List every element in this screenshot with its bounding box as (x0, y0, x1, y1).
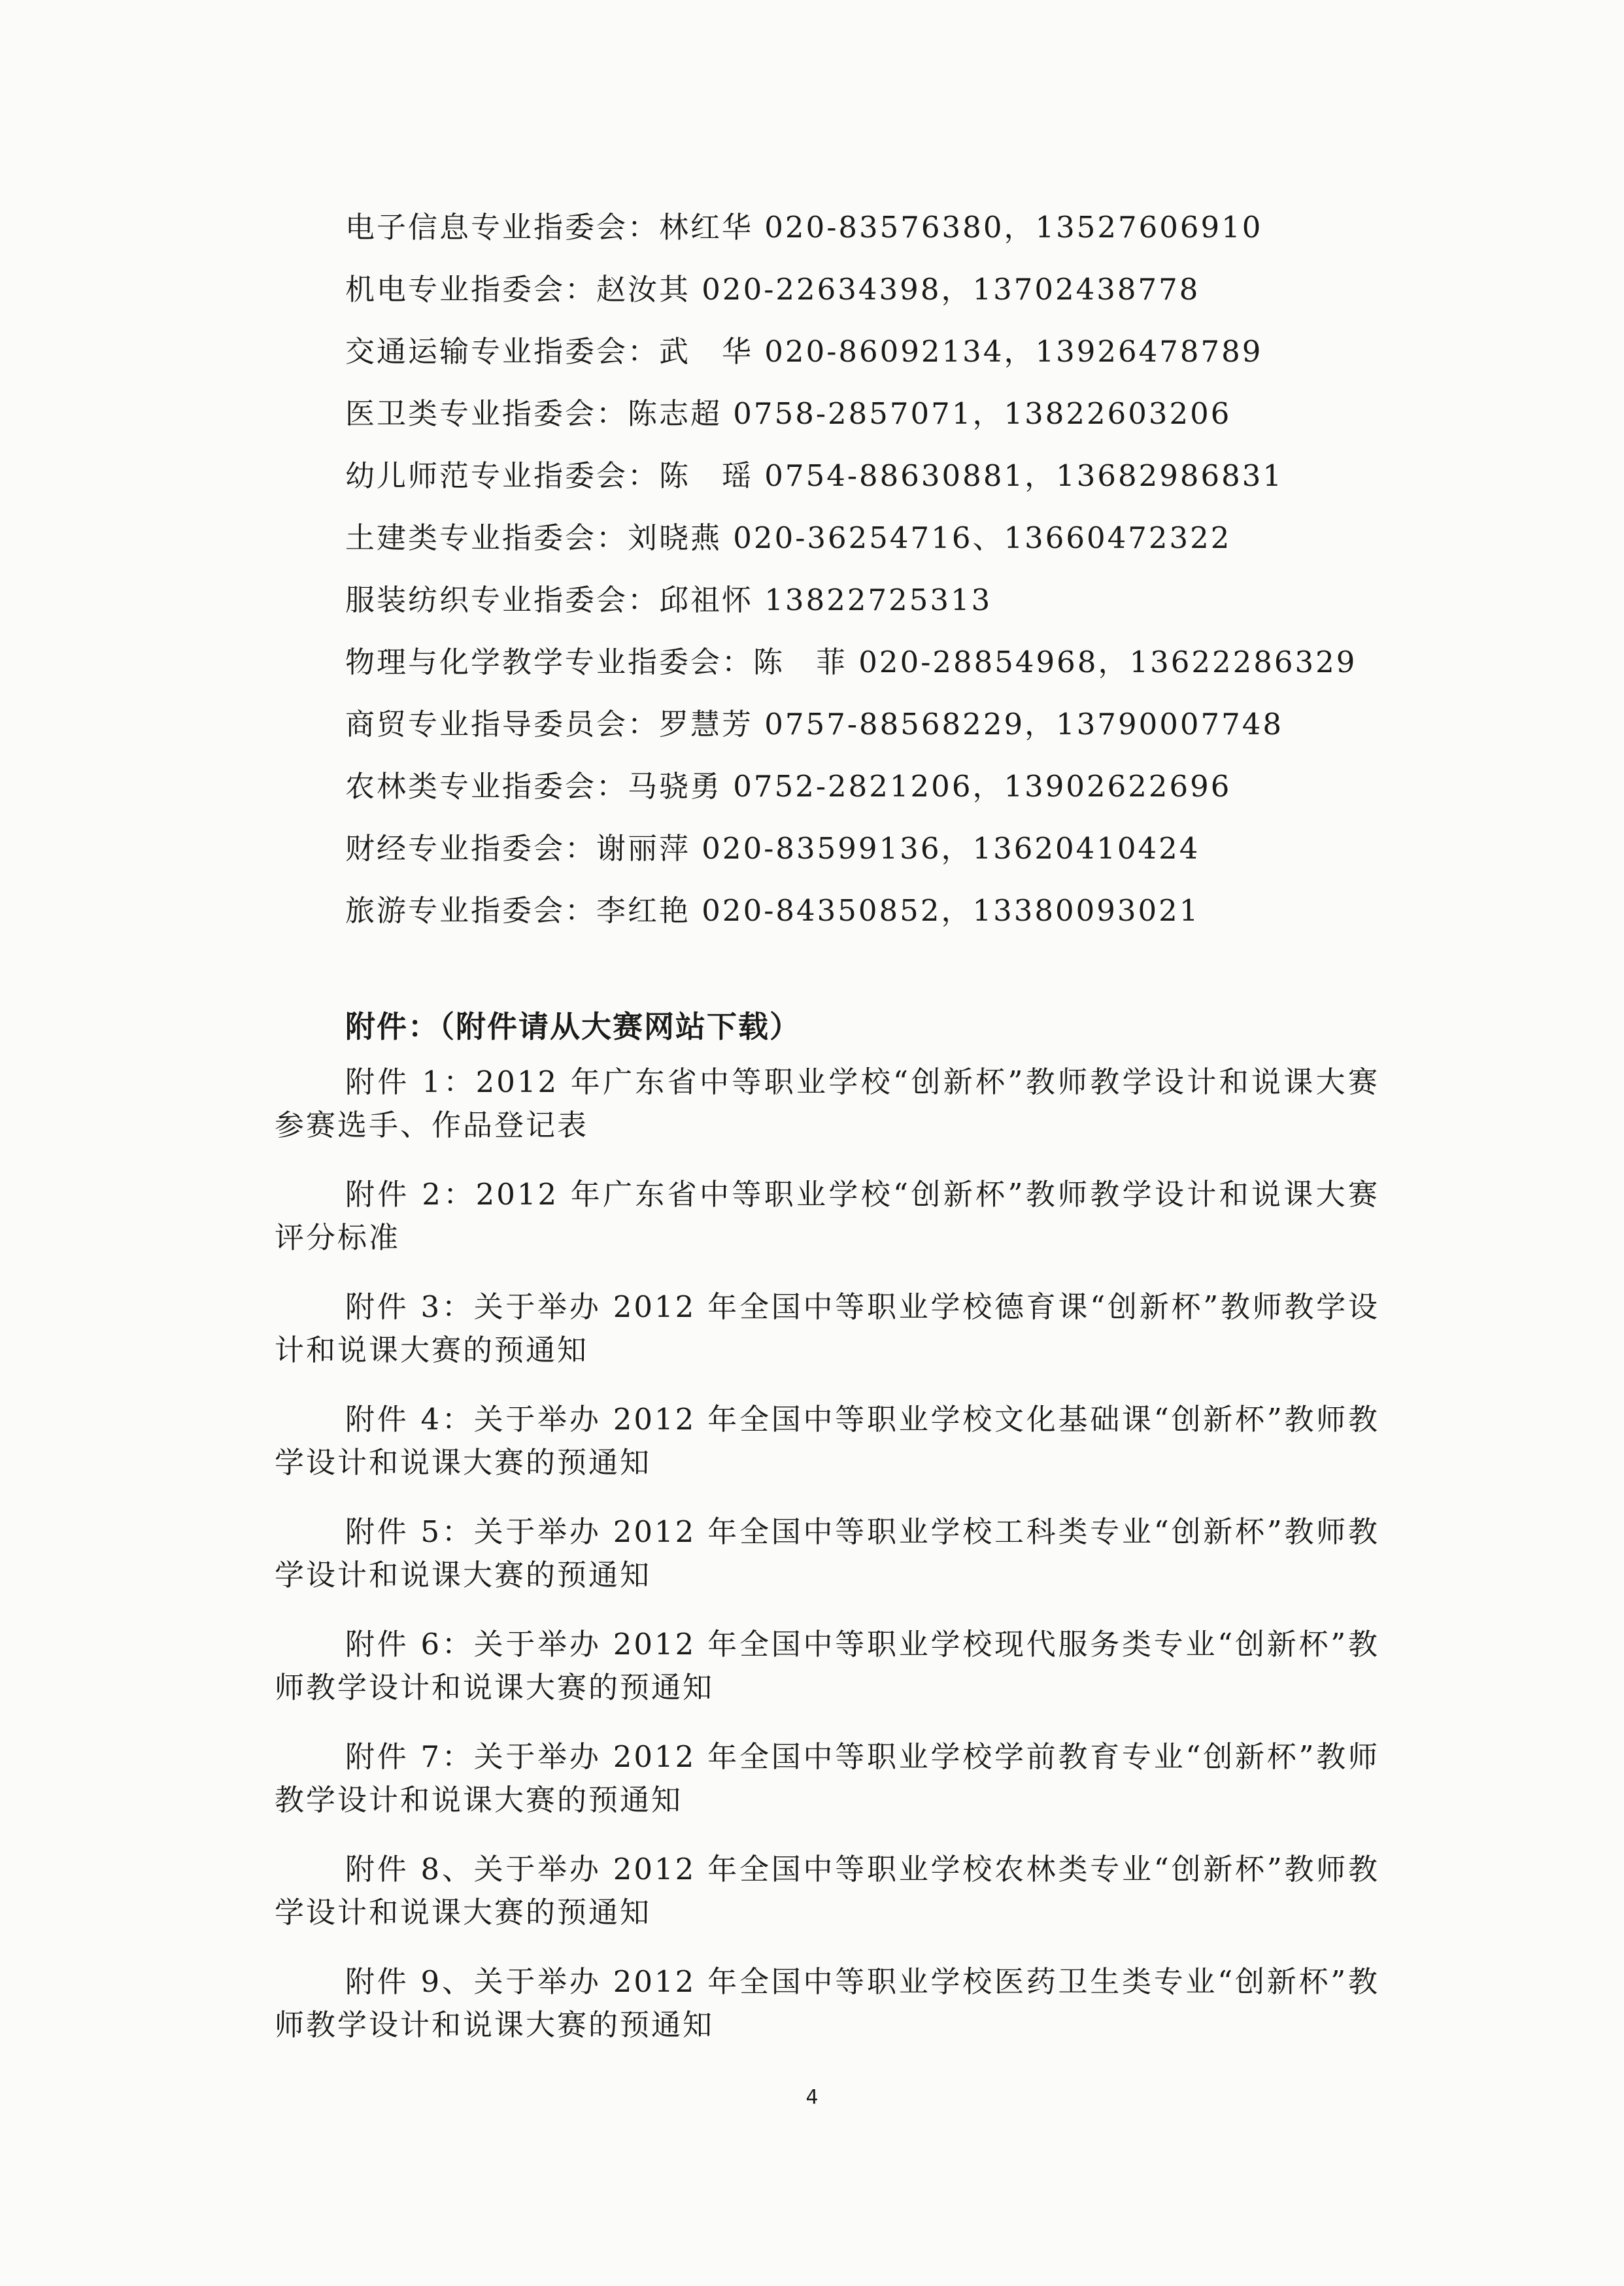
contact-line: 服装纺织专业指委会：邱祖怀 13822725313 (345, 583, 992, 617)
contact-line: 农林类专业指委会：马骁勇 0752-2821206，13902622696 (345, 769, 1232, 804)
contact-line: 交通运输专业指委会：武 华 020-86092134，13926478789 (345, 334, 1263, 369)
attachment-item: 附件 9、关于举办 2012 年全国中等职业学校医药卫生类专业“创新杯”教师教学设计和说课大赛的预通知 (275, 1964, 1379, 2042)
contact-line: 机电专业指委会：赵汝其 020-22634398，13702438778 (345, 272, 1200, 307)
contact-line: 财经专业指委会：谢丽萍 020-83599136，13620410424 (345, 831, 1200, 866)
page-number: 4 (805, 2086, 819, 2109)
attachment-item: 附件 8、关于举办 2012 年全国中等职业学校农林类专业“创新杯”教师教学设计和说课大赛的预通知 (275, 1852, 1379, 1930)
attachment-item: 附件 4：关于举办 2012 年全国中等职业学校文化基础课“创新杯”教师教学设计和说课大赛的预通知 (275, 1402, 1379, 1480)
attachment-item: 附件 3：关于举办 2012 年全国中等职业学校德育课“创新杯”教师教学设计和说课大赛的预通知 (275, 1289, 1379, 1367)
attachments-heading: 附件：（附件请从大赛网站下载） (345, 1009, 801, 1044)
contact-line: 旅游专业指委会：李红艳 020-84350852，13380093021 (345, 893, 1200, 928)
contact-line: 商贸专业指导委员会：罗慧芳 0757-88568229，13790007748 (345, 707, 1284, 742)
attachment-item: 附件 2：2012 年广东省中等职业学校“创新杯”教师教学设计和说课大赛评分标准 (275, 1177, 1379, 1255)
attachment-item: 附件 6：关于举办 2012 年全国中等职业学校现代服务类专业“创新杯”教师教学设计和说课大赛的预通知 (275, 1627, 1379, 1705)
attachment-list (275, 1061, 1379, 2073)
contact-line: 电子信息专业指委会：林红华 020-83576380，13527606910 (345, 210, 1263, 245)
contact-line: 幼儿师范专业指委会：陈 瑶 0754-88630881，13682986831 (345, 458, 1284, 493)
attachment-item: 附件 1：2012 年广东省中等职业学校“创新杯”教师教学设计和说课大赛参赛选手、作品登记表 (275, 1065, 1379, 1142)
contact-line: 物理与化学教学专业指委会：陈 菲 020-28854968，13622286329 (345, 645, 1357, 679)
attachment-item: 附件 5：关于举办 2012 年全国中等职业学校工科类专业“创新杯”教师教学设计和说课大赛的预通知 (275, 1514, 1379, 1592)
contact-list (345, 196, 1522, 942)
contact-line: 土建类专业指委会：刘晓燕 020-36254716、13660472322 (345, 520, 1232, 555)
attachment-item: 附件 7：关于举办 2012 年全国中等职业学校学前教育专业“创新杯”教师教学设计和说课大赛的预通知 (275, 1739, 1379, 1817)
contact-line: 医卫类专业指委会：陈志超 0758-2857071，13822603206 (345, 396, 1232, 431)
